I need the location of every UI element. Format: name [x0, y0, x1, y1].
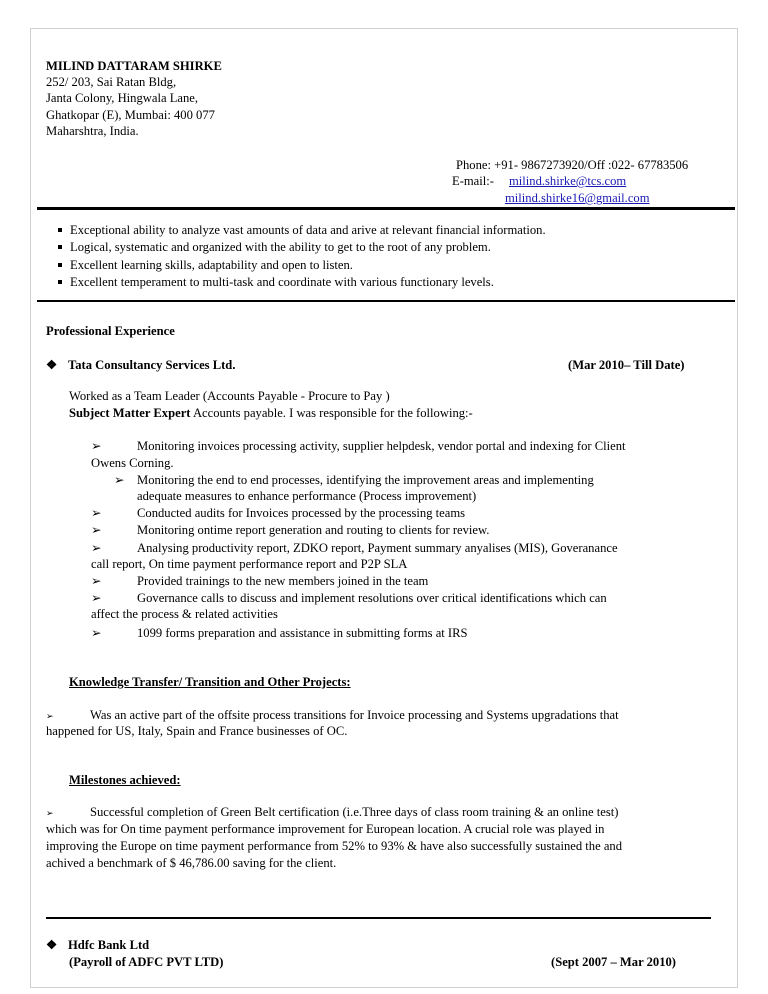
duty-item-cont: adequate measures to enhance performance (Process improvement): [137, 489, 477, 503]
job-role: Worked as a Team Leader (Accounts Payable - Procure to Pay ): [69, 389, 390, 403]
duty-item: ➢ Conducted audits for Invoices processed by the processing teams: [91, 506, 466, 520]
diamond-bullet-icon: ❖: [46, 938, 58, 952]
divider: [46, 917, 711, 919]
milestone-text-cont: improving the Europe on time payment performance from 52% to 93% & have also successfully sustained the and: [46, 839, 623, 853]
bullet-square-icon: [58, 228, 62, 232]
arrow-bullet-icon: ➢: [91, 541, 102, 555]
divider: [37, 207, 735, 210]
milestones-heading: Milestones achieved:: [69, 773, 181, 787]
job-dates: (Sept 2007 – Mar 2010): [551, 955, 676, 969]
job-dates: (Mar 2010– Till Date): [568, 358, 685, 372]
address-line: Janta Colony, Hingwala Lane,: [46, 91, 199, 105]
address-line: Maharshtra, India.: [46, 124, 139, 138]
address-line: 252/ 203, Sai Ratan Bldg,: [46, 75, 177, 89]
duty-item-cont: affect the process & related activities: [91, 607, 278, 621]
address-line: Ghatkopar (E), Mumbai: 400 077: [46, 108, 215, 122]
duty-item-cont: Owens Corning.: [91, 456, 174, 470]
milestone-text: ➢ Successful completion of Green Belt certification (i.e.Three days of class room training & an online test): [46, 804, 618, 822]
email-label: E-mail:-: [452, 174, 494, 188]
arrow-bullet-icon: ➢: [91, 626, 102, 640]
summary-item: Exceptional ability to analyze vast amounts of data and arive at relevant financial information.: [58, 222, 546, 239]
email-link-2[interactable]: milind.shirke16@gmail.com: [505, 191, 650, 205]
section-heading: Professional Experience: [46, 324, 175, 338]
duty-item: ➢ 1099 forms preparation and assistance in submitting forms at IRS: [91, 626, 468, 640]
arrow-bullet-icon: ➢: [91, 574, 102, 588]
diamond-bullet-icon: ❖: [46, 358, 58, 372]
job-company: ❖ Tata Consultancy Services Ltd.: [46, 358, 236, 372]
arrow-bullet-icon: ➢: [91, 523, 102, 537]
kt-text: ➢ Was an active part of the offsite process transitions for Invoice processing and Systems upgradations that: [46, 707, 619, 725]
bullet-square-icon: [58, 263, 62, 267]
email-link-1[interactable]: milind.shirke@tcs.com: [509, 174, 627, 188]
duty-item: ➢ Governance calls to discuss and implement resolutions over critical identifications which can: [91, 591, 607, 605]
candidate-name: MILIND DATTARAM SHIRKE: [46, 59, 222, 73]
duty-item-cont: call report, On time payment performance report and P2P SLA: [91, 557, 408, 571]
arrow-bullet-icon: ➢: [46, 808, 54, 818]
arrow-bullet-icon: ➢: [91, 439, 102, 453]
job-company: ❖ Hdfc Bank Ltd: [46, 938, 150, 952]
arrow-bullet-icon: ➢: [114, 473, 125, 487]
arrow-bullet-icon: ➢: [91, 506, 102, 520]
arrow-bullet-icon: ➢: [91, 591, 102, 605]
arrow-bullet-icon: ➢: [46, 711, 54, 721]
duty-item: ➢ Monitoring ontime report generation and routing to clients for review.: [91, 523, 490, 537]
summary-item: Logical, systematic and organized with the ability to get to the root of any problem.: [58, 239, 491, 256]
milestone-text-cont: which was for On time payment performance improvement for European location. A crucial role was played in: [46, 822, 605, 836]
kt-text-cont: happened for US, Italy, Spain and France businesses of OC.: [46, 724, 348, 738]
summary-item: Excellent learning skills, adaptability and open to listen.: [58, 257, 353, 274]
duty-item: ➢ Analysing productivity report, ZDKO report, Payment summary anyalises (MIS), Goveranance: [91, 541, 618, 555]
kt-heading: Knowledge Transfer/ Transition and Other Projects:: [69, 675, 351, 689]
job-subtitle: (Payroll of ADFC PVT LTD): [69, 955, 224, 969]
job-sme: Subject Matter Expert Accounts payable. I was responsible for the following:-: [69, 406, 473, 420]
duty-item: ➢ Provided trainings to the new members joined in the team: [91, 574, 429, 588]
summary-item: Excellent temperament to multi-task and coordinate with various functionary levels.: [58, 274, 494, 291]
phone-text: Phone: +91- 9867273920/Off :022- 67783506: [456, 158, 689, 172]
bullet-square-icon: [58, 280, 62, 284]
milestone-text-cont: achived a benchmark of $ 46,786.00 saving for the client.: [46, 856, 337, 870]
divider: [37, 300, 735, 302]
bullet-square-icon: [58, 245, 62, 249]
duty-item: ➢ Monitoring invoices processing activity, supplier helpdesk, vendor portal and indexing for Client: [91, 439, 626, 453]
duty-item: ➢ Monitoring the end to end processes, identifying the improvement areas and implementing: [114, 473, 594, 487]
